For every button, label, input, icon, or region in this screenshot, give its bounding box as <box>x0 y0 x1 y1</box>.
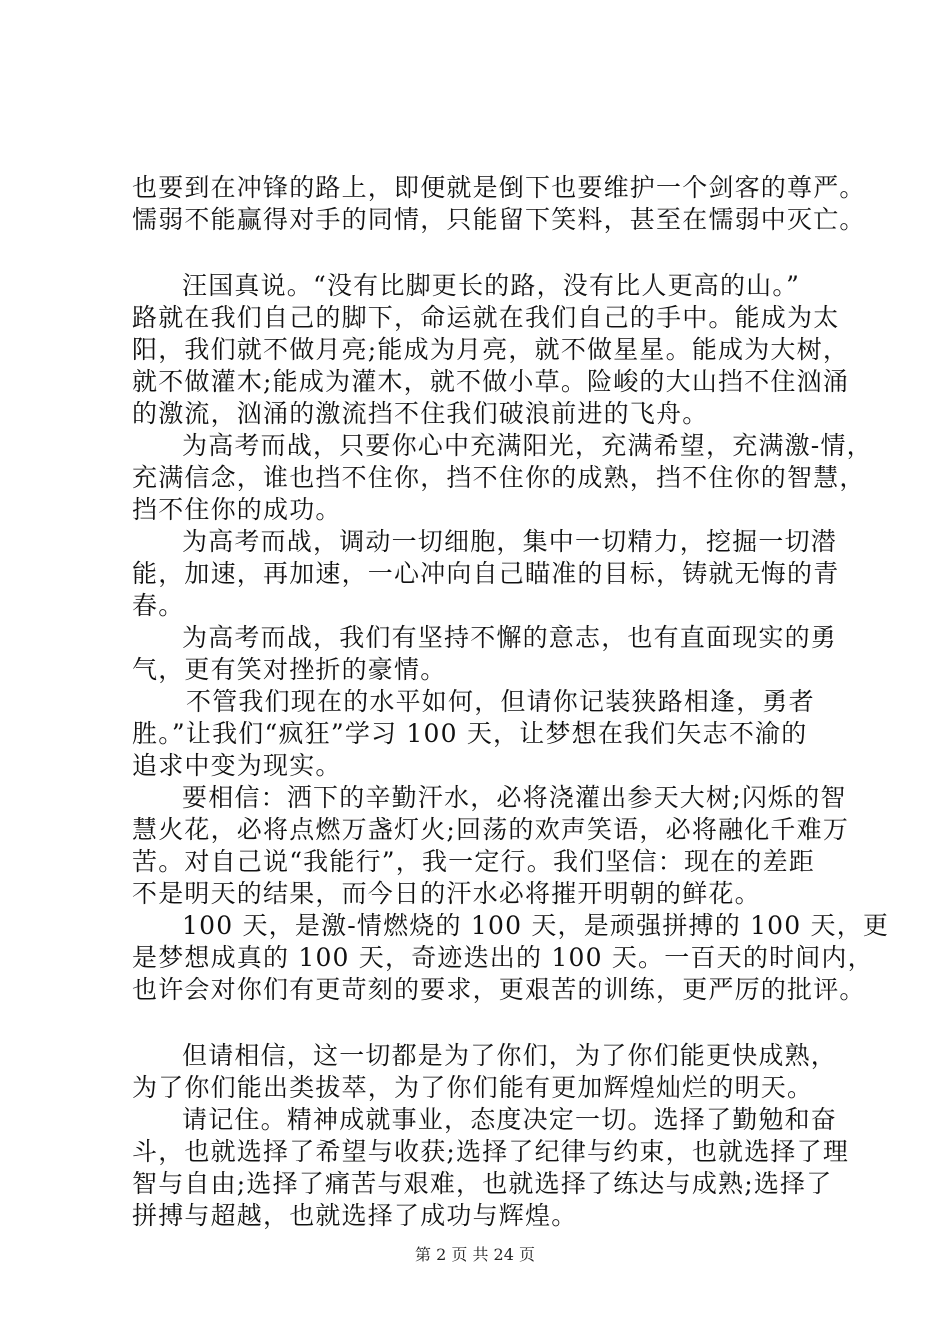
text-line: 要相信：洒下的辛勤汗水，必将浇灌出参天大树;闪烁的智 <box>182 783 847 812</box>
text-line: 充满信念，谁也挡不住你，挡不住你的成熟，挡不住你的智慧， <box>132 463 866 492</box>
paragraph-gap <box>132 236 852 270</box>
text-line: 阳，我们就不做月亮;能成为月亮，就不做星星。能成为大树， <box>132 335 850 364</box>
text-line: 不管我们现在的水平如何，但请你记装狭路相逢，勇者 <box>186 687 815 716</box>
text-line: 为高考而战，我们有坚持不懈的意志，也有直面现实的勇 <box>182 623 838 652</box>
paragraph-gap <box>132 1006 852 1040</box>
text-line: 苦。对自己说“我能行”，我一定行。我们坚信：现在的差距 <box>132 847 815 876</box>
text-line: 路就在我们自己的脚下，命运就在我们自己的手中。能成为太 <box>132 303 840 332</box>
text-line: 拼搏与超越，也就选择了成功与辉煌。 <box>132 1201 578 1230</box>
text-line: 汪国真说。“没有比脚更长的路，没有比人更高的山。” <box>182 271 801 300</box>
text-line: 为高考而战，调动一切细胞，集中一切精力，挖掘一切潜 <box>182 527 838 556</box>
text-line: 就不做灌木;能成为灌木，就不做小草。险峻的大山挡不住汹涌 <box>132 367 850 396</box>
document-body <box>132 172 890 1232</box>
text-line: 懦弱不能赢得对手的同情，只能留下笑料，甚至在懦弱中灭亡。 <box>132 205 866 234</box>
text-line: 但请相信，这一切都是为了你们，为了你们能更快成熟， <box>182 1041 838 1070</box>
text-line: 的激流，汹涌的激流挡不住我们破浪前进的飞舟。 <box>132 399 709 428</box>
text-line: 春。 <box>132 591 185 620</box>
page-number-label: 第 2 页 共 24 页 <box>415 1245 535 1264</box>
page-footer <box>0 1245 950 1265</box>
text-line: 能，加速，再加速，一心冲向自己瞄准的目标，铸就无悔的青 <box>132 559 840 588</box>
text-line: 为高考而战，只要你心中充满阳光，充满希望，充满激-情， <box>182 431 873 460</box>
text-line: 挡不住你的成功。 <box>132 495 342 524</box>
text-line: 气，更有笑对挫折的豪情。 <box>132 655 447 684</box>
text-line: 胜。”让我们“疯狂”学习 100 天，让梦想在我们矢志不渝的 <box>132 719 808 748</box>
text-line: 慧火花，必将点燃万盏灯火;回荡的欢声笑语，必将融化千难万 <box>132 815 850 844</box>
text-line: 斗，也就选择了希望与收获;选择了纪律与约束，也就选择了理 <box>132 1137 850 1166</box>
text-line: 为了你们能出类拔萃，为了你们能有更加辉煌灿烂的明天。 <box>132 1073 814 1102</box>
text-line: 智与自由;选择了痛苦与艰难，也就选择了练达与成熟;选择了 <box>132 1169 833 1198</box>
text-line: 追求中变为现实。 <box>132 751 342 780</box>
text-line: 请记住。精神成就事业，态度决定一切。选择了勤勉和奋 <box>182 1105 838 1134</box>
text-line: 不是明天的结果，而今日的汗水必将摧开明朝的鲜花。 <box>132 879 761 908</box>
text-line: 也许会对你们有更苛刻的要求，更艰苦的训练，更严厉的批评。 <box>132 975 866 1004</box>
text-line: 也要到在冲锋的路上，即便就是倒下也要维护一个剑客的尊严。 <box>132 173 866 202</box>
text-line: 是梦想成真的 100 天，奇迹迭出的 100 天。一百天的时间内， <box>132 943 874 972</box>
text-line: 100 天，是激-情燃烧的 100 天，是顽强拼搏的 100 天，更 <box>182 911 890 940</box>
